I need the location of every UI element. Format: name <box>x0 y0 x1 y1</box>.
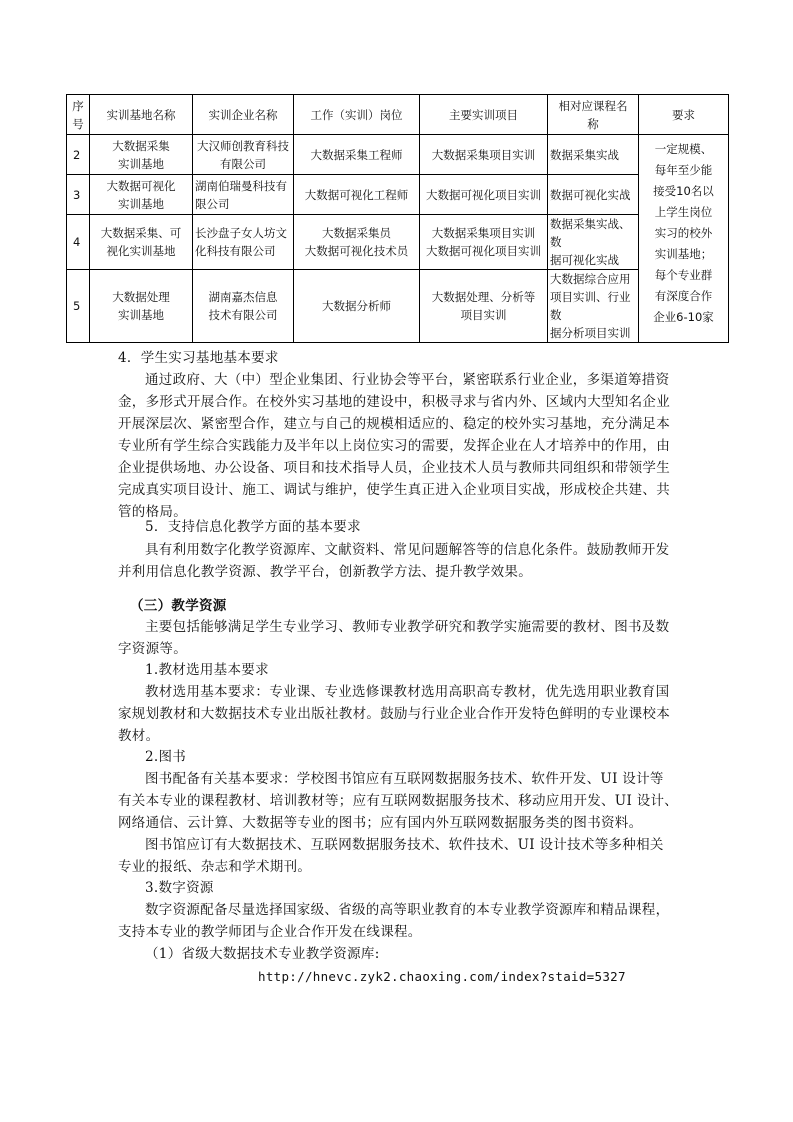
digital-resources-title: 3.数字资源 <box>145 880 214 896</box>
cell-project: 大数据采集项目实训 <box>420 135 548 175</box>
paragraph-line: 完成真实项目设计、施工、调试与维护，使学生真正进入企业项目实战，形成校企共建、共 <box>118 482 670 498</box>
textbook-title: 1.教材选用基本要求 <box>145 662 269 678</box>
cell-seq: 2 <box>67 135 90 175</box>
cell-post: 大数据可视化工程师 <box>294 175 420 215</box>
paragraph-line: 并利用信息化教学资源、教学平台，创新教学方法、提升教学效果。 <box>118 564 532 580</box>
header-course-text: 相对应课程名称 <box>558 98 628 131</box>
paragraph-line: 通过政府、大（中）型企业集团、行业协会等平台，紧密联系行业企业，多渠道筹措资 <box>145 372 670 388</box>
cell-company: 湖南嘉杰信息 技术有限公司 <box>193 270 294 343</box>
table-row <box>67 270 729 343</box>
paragraph-line: 企业提供场地、办公设备、项目和技术指导人员，企业技术人员与教师共同组织和带领学生 <box>118 460 670 476</box>
paragraph-line: 家规划教材和大数据技术专业出版社教材。鼓励与行业企业合作开发特色鲜明的专业课校本 <box>118 706 670 722</box>
paragraph-line: 具有利用数字化教学资源库、文献资料、常见问题解答等的信息化条件。鼓励教师开发 <box>145 542 670 558</box>
header-project: 主要实训项目 <box>420 95 548 135</box>
header-base-name: 实训基地名称 <box>90 95 193 135</box>
cell-base: 大数据采集 实训基地 <box>90 135 193 175</box>
table-row <box>67 215 729 270</box>
paragraph-line: 管的格局。 <box>118 504 187 520</box>
paragraph-line: 专业的报纸、杂志和学术期刊。 <box>118 859 312 875</box>
table-row <box>67 135 729 175</box>
cell-course: 数据可视化实战 <box>548 175 639 215</box>
paragraph-line: 专业所有学生综合实践能力及半年以上岗位实习的需要，发挥企业在人才培养中的作用，由 <box>118 438 670 454</box>
cell-project: 大数据处理、分析等 项目实训 <box>420 270 548 343</box>
paragraph-line: 有关本专业的课程教材、培训教材等；应有互联网数据服务技术、移动应用开发、UI 设计、 <box>118 793 679 809</box>
section-5-title: 5．支持信息化教学方面的基本要求 <box>145 519 361 535</box>
header-post: 工作（实训）岗位 <box>294 95 420 135</box>
cell-post: 大数据采集员 大数据可视化技术员 <box>294 215 420 270</box>
teaching-resources-heading: （三）教学资源 <box>130 598 227 614</box>
cell-seq: 4 <box>67 215 90 270</box>
paragraph-line: 图书馆应订有大数据技术、互联网数据服务技术、软件技术、UI 设计技术等多种相关 <box>145 837 664 853</box>
cell-base: 大数据可视化 实训基地 <box>90 175 193 215</box>
cell-project: 大数据采集项目实训 大数据可视化项目实训 <box>420 215 548 270</box>
cell-seq: 5 <box>67 270 90 343</box>
cell-company: 长沙盘子女人坊文 化科技有限公司 <box>193 215 294 270</box>
cell-base: 大数据处理 实训基地 <box>90 270 193 343</box>
cell-requirement: 一定规模、 每年至少能 接受10名以 上学生岗位 实习的校外 实训基地； 每个专业群 有深度合作 企业6-10家 <box>639 135 729 343</box>
cell-seq: 3 <box>67 175 90 215</box>
resource-url-link[interactable]: http://hnevc.zyk2.chaoxing.com/index?staid=5327 <box>258 969 626 984</box>
cell-course: 大数据综合应用 项目实训、行业数 据分析项目实训 <box>548 270 639 343</box>
paragraph-line: 图书配备有关基本要求：学校图书馆应有互联网数据服务技术、软件开发、UI 设计等 <box>145 771 664 787</box>
paragraph-line: 教材。 <box>118 728 160 744</box>
table-header-row <box>67 95 729 135</box>
paragraph-line: 开展深层次、紧密型合作，建立与自己的规模相适应的、稳定的校外实习基地，充分满足本 <box>118 416 670 432</box>
paragraph-line: 网络通信、云计算、大数据等专业的图书；应有国内外互联网数据服务类的图书资料。 <box>118 815 643 831</box>
section-4-title: 4．学生实习基地基本要求 <box>118 350 279 366</box>
header-requirement: 要求 <box>639 95 729 135</box>
cell-course: 数据采集实战、数 据可视化实战 <box>548 215 639 270</box>
paragraph-line: 主要包括能够满足学生专业学习、教师专业教学研究和教学实施需要的教材、图书及数 <box>145 619 670 635</box>
cell-company: 大汉师创教育科技 有限公司 <box>193 135 294 175</box>
cell-post: 大数据采集工程师 <box>294 135 420 175</box>
table-row <box>67 175 729 215</box>
cell-post: 大数据分析师 <box>294 270 420 343</box>
resource-item-1: （1）省级大数据技术专业教学资源库: <box>145 946 380 962</box>
training-base-table <box>66 94 729 343</box>
header-course <box>548 95 639 135</box>
paragraph-line: 支持本专业的教学师团与企业合作开发在线课程。 <box>118 924 422 940</box>
header-seq-text: 序号 <box>72 98 84 131</box>
header-seq <box>67 95 90 135</box>
paragraph-line: 数字资源配备尽量选择国家级、省级的高等职业教育的本专业教学资源库和精品课程， <box>145 902 670 918</box>
cell-base: 大数据采集、可 视化实训基地 <box>90 215 193 270</box>
header-company-name: 实训企业名称 <box>193 95 294 135</box>
books-title: 2.图书 <box>145 749 187 765</box>
cell-course: 数据采集实战 <box>548 135 639 175</box>
cell-project: 大数据可视化项目实训 <box>420 175 548 215</box>
paragraph-line: 金，多形式开展合作。在校外实习基地的建设中，积极寻求与省内外、区域内大型知名企业 <box>118 394 670 410</box>
cell-company: 湖南伯瑞曼科技有 限公司 <box>193 175 294 215</box>
paragraph-line: 字资源等。 <box>118 641 187 657</box>
paragraph-line: 教材选用基本要求：专业课、专业选修课教材选用高职高专教材，优先选用职业教育国 <box>145 684 670 700</box>
